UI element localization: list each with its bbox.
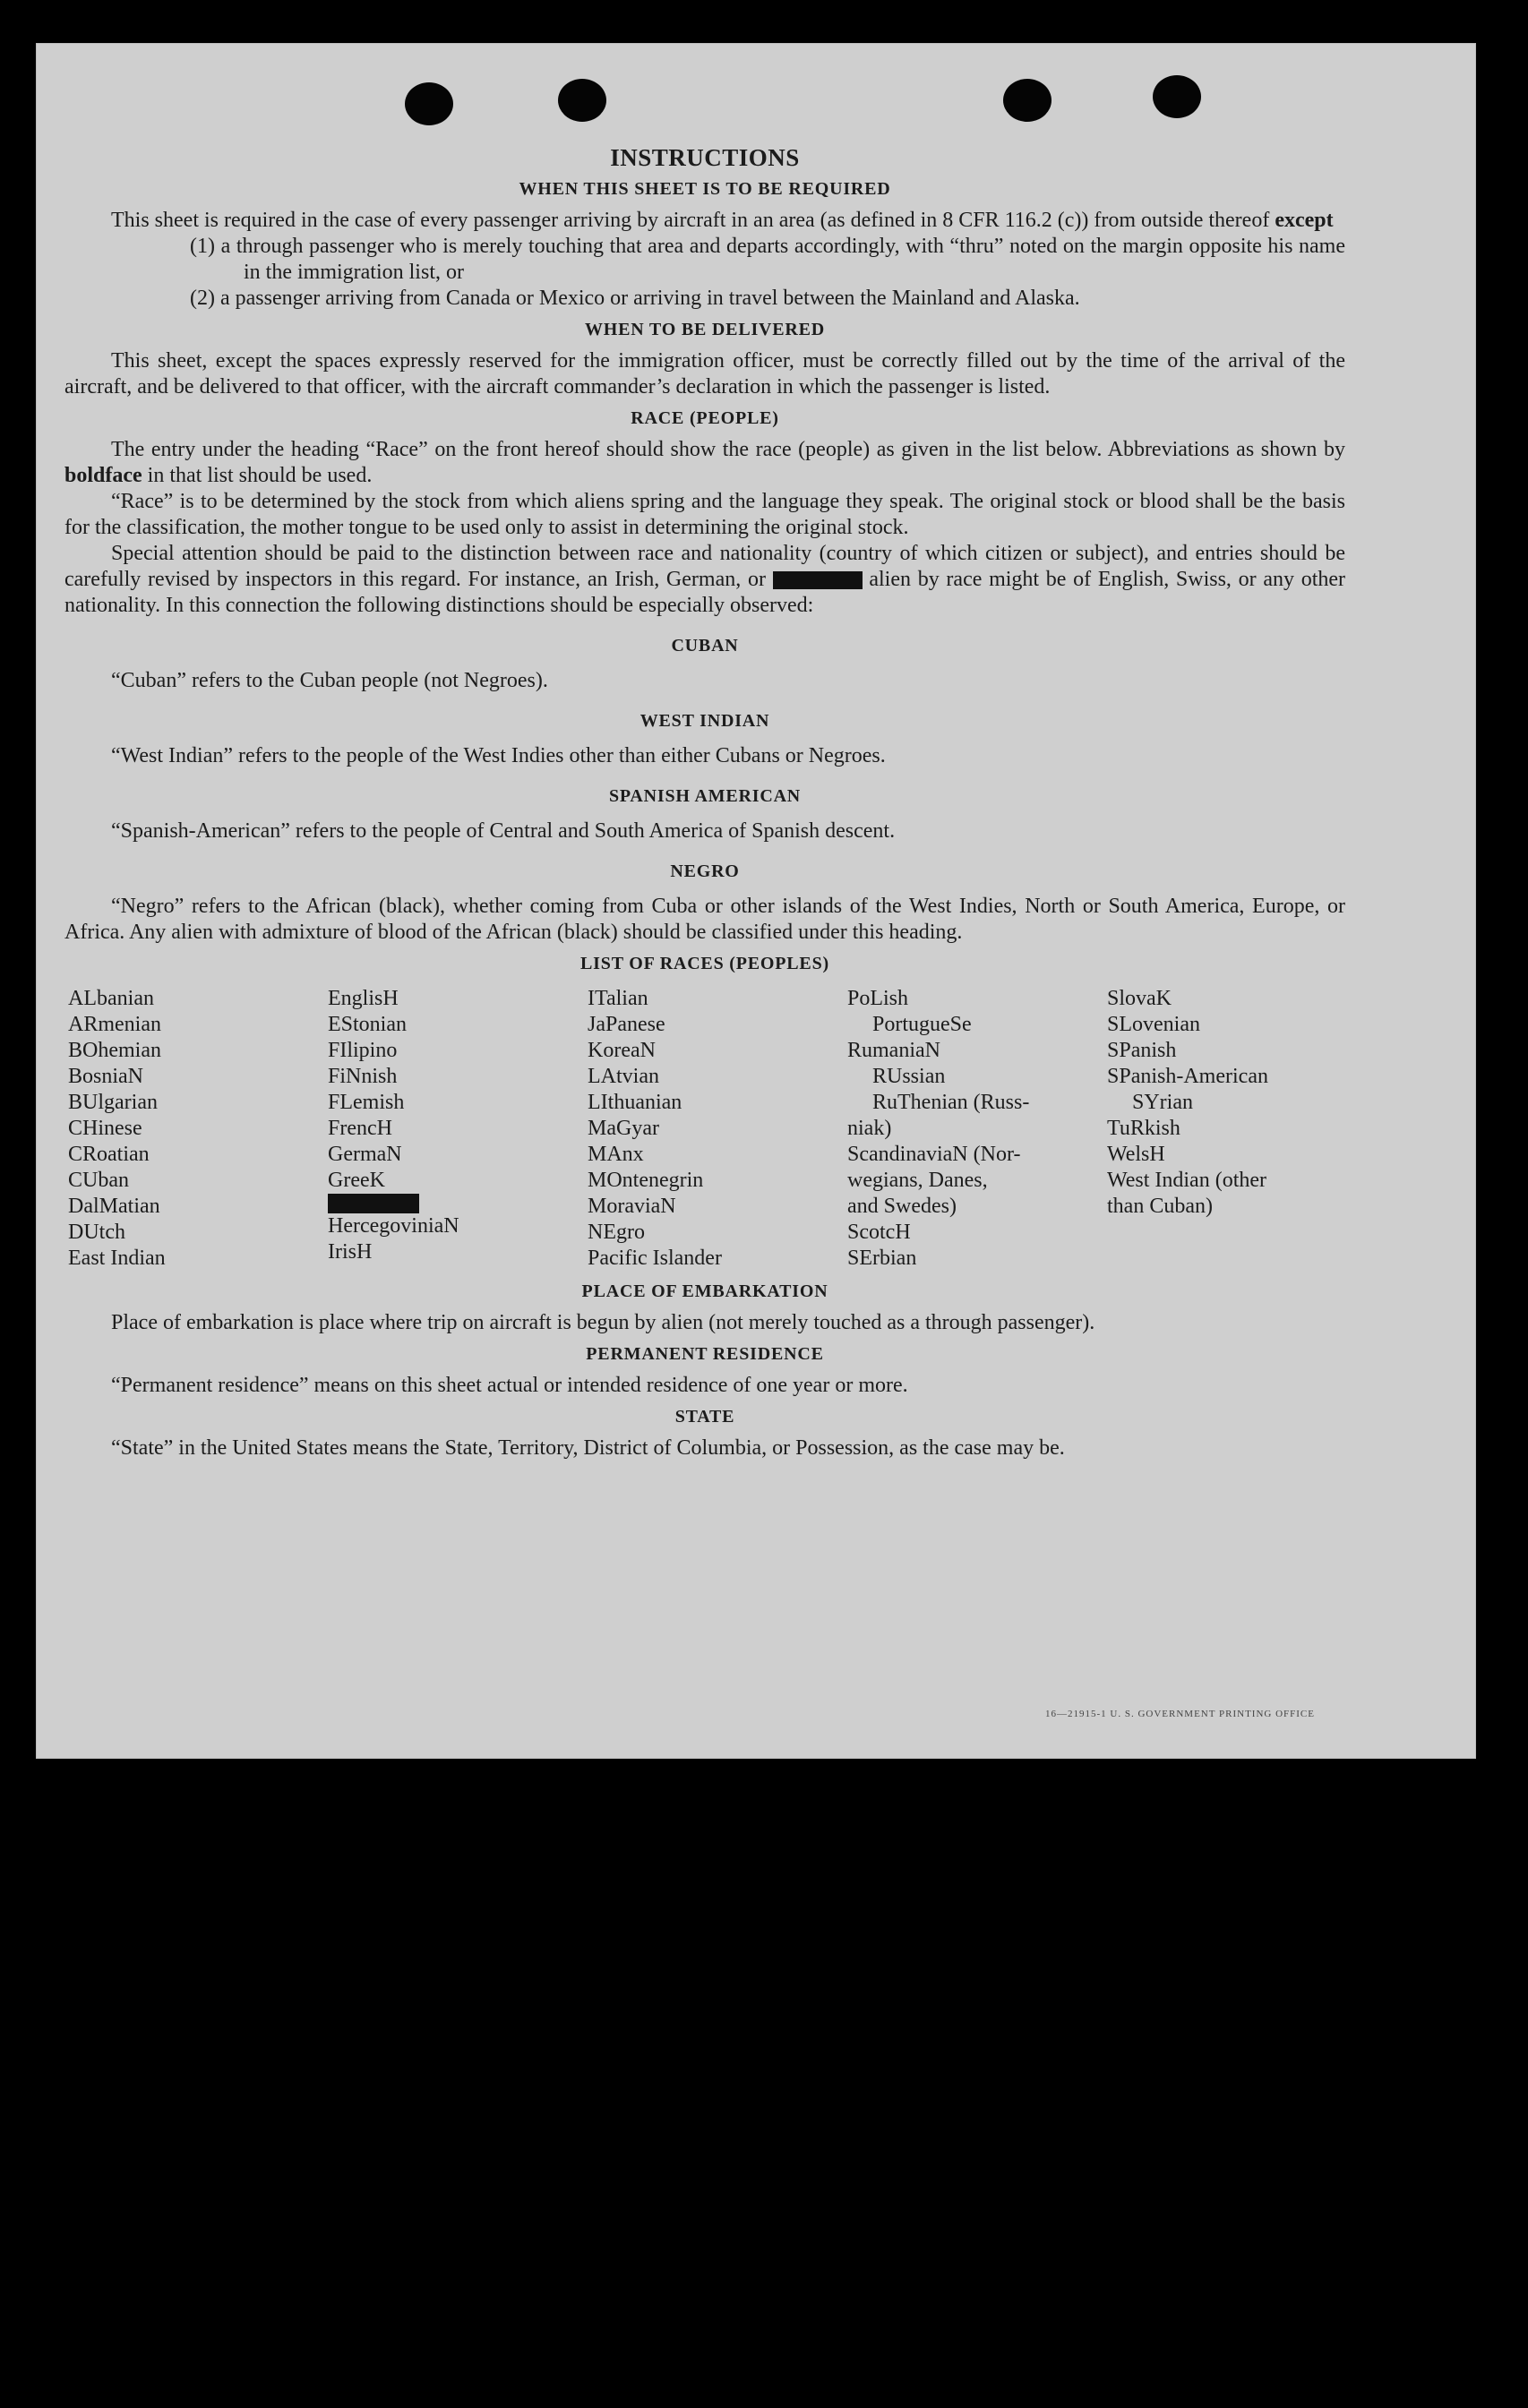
section-heading: WHEN TO BE DELIVERED bbox=[584, 320, 826, 339]
section-heading: SPANISH AMERICAN bbox=[608, 786, 802, 806]
paragraph: Place of embarkation is place where trip on aircraft is begun by alien (not merely touched as a through passenger). bbox=[111, 1311, 1095, 1334]
race-entry: KoreaN bbox=[588, 1039, 656, 1062]
race-entry: HercegoviniaN bbox=[328, 1214, 459, 1238]
race-entry: SPanish bbox=[1107, 1039, 1177, 1062]
race-entry: West Indian (other bbox=[1107, 1169, 1267, 1192]
punch-hole bbox=[405, 82, 453, 125]
paragraph: The entry under the heading “Race” on the front hereof should show the race (people) as given in the list below. Abbreviations as shown by boldface in that list should be used. bbox=[64, 438, 1345, 487]
race-entry: MoraviaN bbox=[588, 1195, 676, 1218]
race-entry: FrencH bbox=[328, 1117, 392, 1140]
paragraph: This sheet is required in the case of every passenger arriving by aircraft in an area (as defined in 8 CFR 116.2 (c)) from outside thereof except bbox=[111, 209, 1334, 232]
race-entry: MAnx bbox=[588, 1143, 644, 1166]
race-entry: Pacific Islander bbox=[588, 1247, 722, 1270]
race-entry: SlovaK bbox=[1107, 987, 1172, 1010]
race-entry: than Cuban) bbox=[1107, 1195, 1213, 1218]
race-entry: DUtch bbox=[68, 1221, 125, 1244]
race-entry: MaGyar bbox=[588, 1117, 659, 1140]
race-entry: RUssian bbox=[872, 1065, 946, 1088]
race-entry: CRoatian bbox=[68, 1143, 150, 1166]
instructions-body bbox=[64, 145, 1345, 1461]
race-entry: EnglisH bbox=[328, 987, 399, 1010]
race-entry: GreeK bbox=[328, 1169, 385, 1192]
race-entry: TuRkish bbox=[1107, 1117, 1180, 1140]
race-entry: RuThenian (Russ- bbox=[872, 1091, 1030, 1114]
race-entry: EStonian bbox=[328, 1013, 407, 1036]
race-entry: NEgro bbox=[588, 1221, 645, 1244]
race-entry: CHinese bbox=[68, 1117, 142, 1140]
section-heading: WEST INDIAN bbox=[640, 711, 770, 731]
race-entry: WelsH bbox=[1107, 1143, 1165, 1166]
section-heading: STATE bbox=[674, 1407, 735, 1427]
race-entry: ARmenian bbox=[68, 1013, 161, 1036]
section-heading: CUBAN bbox=[671, 636, 739, 656]
races-list bbox=[68, 986, 1345, 1272]
race-entry: ScotcH bbox=[847, 1221, 911, 1244]
races-column bbox=[1107, 986, 1358, 1272]
race-entry: FIlipino bbox=[328, 1039, 398, 1062]
list-item: (2) a passenger arriving from Canada or Mexico or arriving in travel between the Mainland and Alaska. bbox=[190, 287, 1080, 310]
race-entry: LAtvian bbox=[588, 1065, 659, 1088]
race-entry: SLovenian bbox=[1107, 1013, 1200, 1036]
section-heading: PERMANENT RESIDENCE bbox=[586, 1344, 824, 1364]
race-entry: SYrian bbox=[1132, 1091, 1193, 1114]
race-entry: DalMatian bbox=[68, 1195, 160, 1218]
paragraph: “Spanish-American” refers to the people of Central and South America of Spanish descent. bbox=[111, 819, 896, 843]
section-heading: WHEN THIS SHEET IS TO BE REQUIRED bbox=[519, 179, 891, 199]
race-entry: MOntenegrin bbox=[588, 1169, 704, 1192]
race-entry: BOhemian bbox=[68, 1039, 161, 1062]
section-heading: NEGRO bbox=[670, 861, 740, 881]
race-entry: BosniaN bbox=[68, 1065, 143, 1088]
races-column bbox=[68, 986, 328, 1272]
section-heading: LIST OF RACES (PEOPLES) bbox=[580, 954, 829, 973]
redaction-mark bbox=[773, 571, 863, 589]
punch-hole bbox=[1003, 79, 1052, 122]
punch-hole bbox=[1153, 75, 1201, 118]
race-entry: LIthuanian bbox=[588, 1091, 682, 1114]
race-entry: wegians, Danes, bbox=[847, 1169, 988, 1192]
race-entry: CUban bbox=[68, 1169, 129, 1192]
race-entry: FLemish bbox=[328, 1091, 405, 1114]
race-entry: RumaniaN bbox=[847, 1039, 940, 1062]
redaction-mark bbox=[328, 1194, 588, 1213]
paragraph: “Cuban” refers to the Cuban people (not Negroes). bbox=[111, 669, 548, 692]
paragraph: “State” in the United States means the State, Territory, District of Columbia, or Possession, as the case may be. bbox=[111, 1436, 1065, 1460]
race-entry: JaPanese bbox=[588, 1013, 665, 1036]
paragraph: This sheet, except the spaces expressly reserved for the immigration officer, must be correctly filled out by the time of the arrival of the aircraft, and be delivered to that officer, with the aircraft commander’s declaration in which the passenger is listed. bbox=[64, 349, 1345, 398]
race-entry: SErbian bbox=[847, 1247, 917, 1270]
races-column bbox=[588, 986, 847, 1272]
list-item: (1) a through passenger who is merely touching that area and departs accordingly, with “thru” noted on the margin opposite his name in the immigration list, or bbox=[190, 235, 1345, 284]
race-entry: PortugueSe bbox=[872, 1013, 972, 1036]
race-entry: PoLish bbox=[847, 987, 909, 1010]
race-entry: BUlgarian bbox=[68, 1091, 158, 1114]
printer-imprint: 16—21915-1 U. S. GOVERNMENT PRINTING OFFICE bbox=[1044, 1709, 1315, 1719]
race-entry: niak) bbox=[847, 1117, 892, 1140]
paragraph: “Race” is to be determined by the stock from which aliens spring and the language they speak. The original stock or blood shall be the basis for the classification, the mother tongue to be used only to assist in determining the original stock. bbox=[64, 490, 1345, 539]
punch-hole bbox=[558, 79, 606, 122]
race-entry: ALbanian bbox=[68, 987, 154, 1010]
race-entry: ScandinaviaN (Nor- bbox=[847, 1143, 1021, 1166]
paragraph: “West Indian” refers to the people of the West Indies other than either Cubans or Negroes. bbox=[111, 744, 886, 767]
page-title: INSTRUCTIONS bbox=[610, 144, 800, 171]
paragraph: “Permanent residence” means on this sheet actual or intended residence of one year or more. bbox=[111, 1374, 908, 1397]
section-heading: RACE (PEOPLE) bbox=[631, 408, 779, 428]
paragraph: “Negro” refers to the African (black), whether coming from Cuba or other islands of the West Indies, North or South America, Europe, or Africa. Any alien with admixture of blood of the African (black) should be classified under this heading. bbox=[64, 895, 1345, 944]
race-entry: East Indian bbox=[68, 1247, 166, 1270]
races-column bbox=[328, 986, 588, 1272]
race-entry: FiNnish bbox=[328, 1065, 398, 1088]
races-column bbox=[847, 986, 1107, 1272]
paragraph: Special attention should be paid to the distinction between race and nationality (country of which citizen or subject), and entries should be carefully revised by inspectors in this regard. For instance, an Irish, German, or alien by race might be of English, Swiss, or any other nationality. In this connection the following distinctions should be especially observed: bbox=[64, 542, 1346, 617]
form-sheet bbox=[36, 43, 1476, 1759]
race-entry: GermaN bbox=[328, 1143, 402, 1166]
race-entry: ITalian bbox=[588, 987, 648, 1010]
race-entry: and Swedes) bbox=[847, 1195, 957, 1218]
race-entry: IrisH bbox=[328, 1240, 373, 1264]
race-entry: SPanish-American bbox=[1107, 1065, 1268, 1088]
section-heading: PLACE OF EMBARKATION bbox=[581, 1281, 828, 1301]
